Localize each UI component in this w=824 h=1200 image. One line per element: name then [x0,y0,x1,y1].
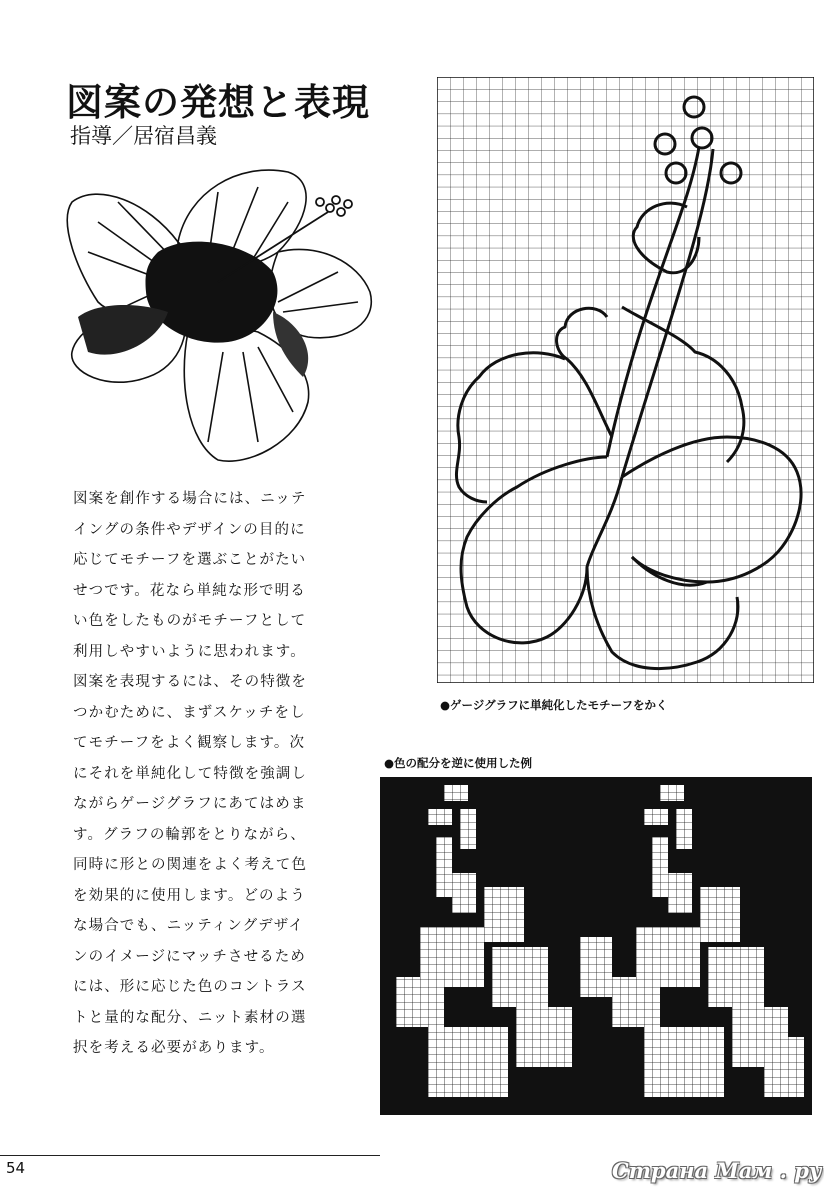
body-line: イングの条件やデザインの目的に [73,521,306,538]
body-line: にそれを単純化して特徴を強調し [73,765,307,782]
body-line: ンのイメージにマッチさせるため [73,948,306,965]
body-line: ながらゲージグラフにあてはめま [73,796,307,812]
body-line: す。グラフの輪郭をとりながら、 [73,826,306,843]
body-line: 択を考える必要があります。 [73,1040,275,1056]
reverse-example-caption: ●色の配分を逆に使用した例 [384,756,533,770]
body-line: 図案を表現するには、その特徴を [73,674,307,690]
body-line: には、形に応じた色のコントラス [73,979,307,995]
page-number: 54 [6,1159,26,1177]
site-watermark: Страна Мам . ру [612,1158,822,1183]
body-line: つかむために、まずスケッチをし [73,704,306,721]
page-title: 図案の発想と表現 [66,81,370,124]
body-line: な場合でも、ニッティングデザイ [73,918,304,934]
footer-rule [0,1155,380,1156]
body-line: 同時に形との関連をよく考えて色 [73,857,307,873]
gauge-graph-motif [437,77,814,683]
reverse-color-knit-chart [380,777,812,1115]
body-line: てモチーフをよく観察します。次 [73,735,306,751]
body-text [73,484,323,1064]
graph-caption: ●ゲージグラフに単純化したモチーフをかく [440,698,668,712]
body-line: 図案を創作する場合には、ニッテ [73,491,307,507]
body-line: トと量的な配分、ニット素材の選 [73,1009,307,1026]
hibiscus-sketch-illustration [58,162,380,467]
body-line: 応じてモチーフを選ぶことがたい [73,552,307,568]
body-line: い色をしたものがモチーフとして [73,613,307,629]
body-line: を効果的に使用します。どのよう [73,887,306,904]
body-line: 利用しやすいように思われます。 [73,643,306,660]
body-line: せつです。花なら単純な形で明る [73,582,306,599]
author-credit: 指導／居宿昌義 [70,124,217,148]
